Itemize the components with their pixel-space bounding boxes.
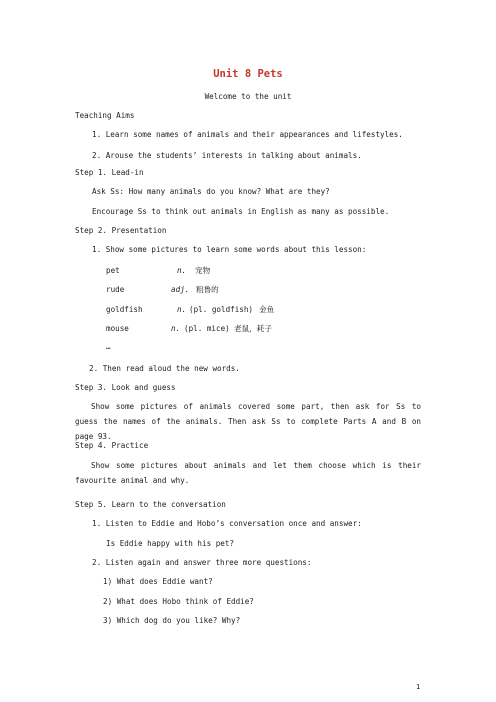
step1-line: Encourage Ss to think out animals in English as many as possible. [92,207,390,216]
vocab-word: pet [106,266,120,275]
step1-line: Ask Ss: How many animals do you know? What are they? [92,187,330,196]
document-title: Unit 8 Pets [213,68,283,80]
step4-text: Show some pictures about animals and let them choose which is their favourite animal and why. [75,461,421,485]
step5-question: Is Eddie happy with his pet? [106,539,235,548]
vocab-word: goldfish [106,305,143,314]
step5-question: 1) What does Eddie want? [103,577,213,586]
vocab-chinese: 粗鲁的 [196,285,219,294]
step2-item2: 2. Then read aloud the new words. [89,364,240,373]
vocab-word: mouse [106,324,129,333]
vocab-ellipsis: … [106,342,111,351]
vocab-pos: n. [177,266,187,275]
vocab-chinese: 宠物 [195,266,211,275]
step2-heading: Step 2. Presentation [75,226,167,235]
step2-item1: 1. Show some pictures to learn some words about this lesson: [92,245,367,254]
teaching-aims-heading: Teaching Aims [75,111,135,120]
step5-question: 3) Which dog do you like? Why? [103,616,241,625]
step5-item1: 1. Listen to Eddie and Hobo’s conversation once and answer: [92,519,362,528]
teaching-aim-item: 2. Arouse the students’ interests in talking about animals. [92,151,362,160]
page-number: 1 [416,683,421,691]
vocab-note: (pl. mice) [184,324,230,333]
step5-item2: 2. Listen again and answer three more questions: [92,558,312,567]
vocab-pos: n. [177,305,187,314]
step3-heading: Step 3. Look and guess [75,383,176,392]
vocab-chinese: 金鱼 [259,305,275,314]
vocab-chinese: 老鼠，耗子 [234,324,272,333]
step1-heading: Step 1. Lead-in [75,168,144,177]
vocab-pos: n. [171,324,181,333]
document-subtitle: Welcome to the unit [204,92,292,101]
vocab-pos: adj. [171,285,190,294]
step3-text: Show some pictures of animals covered some part, then ask for Ss to guess the names of the animals. Then ask Ss to complete Parts A and B on page 93. [75,402,421,441]
vocab-note: (pl. goldfish) [189,305,254,314]
step4-heading: Step 4. Practice [75,441,149,450]
step5-heading: Step 5. Learn to the conversation [75,500,226,509]
vocab-word: rude [106,285,125,294]
teaching-aim-item: 1. Learn some names of animals and their appearances and lifestyles. [92,130,403,139]
step5-question: 2) What does Hobo think of Eddie? [103,597,254,606]
